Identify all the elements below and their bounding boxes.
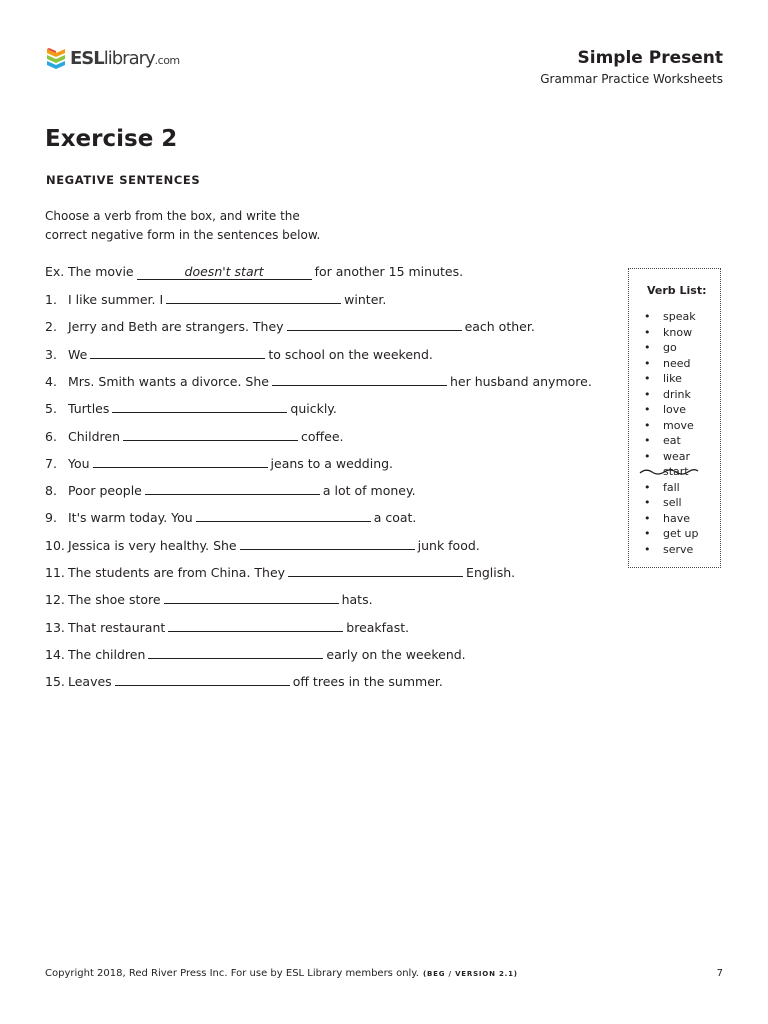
answer-blank[interactable] — [288, 564, 463, 577]
example-text-before: The movie — [68, 264, 134, 279]
verb-item — [644, 433, 699, 449]
sentence-text-after: quickly. — [290, 401, 337, 417]
sentence-text-after: hats. — [341, 592, 373, 608]
verb-item — [644, 340, 699, 356]
verb-text: need — [663, 356, 691, 370]
sentence-text-before: Turtles — [68, 401, 110, 417]
sentence-number: 14. — [45, 646, 65, 662]
sentence-text-after: off trees in the summer. — [292, 674, 443, 690]
verb-text: love — [663, 403, 687, 416]
sentence-number: 4. — [45, 373, 57, 389]
sentence-row — [45, 455, 393, 471]
instructions-line: correct negative form in the sentences below. — [45, 228, 321, 242]
verb-item — [644, 309, 699, 325]
sentence-number: 7. — [45, 455, 57, 471]
sentence-text-before: Poor people — [68, 483, 142, 499]
verb-item — [644, 449, 699, 465]
answer-blank[interactable] — [115, 673, 290, 686]
worksheet-subtitle: Grammar Practice Worksheets — [540, 72, 723, 86]
logo-word: library — [103, 47, 155, 69]
sentence-text-before: Leaves — [68, 674, 112, 690]
sentence-text-after: to school on the weekend. — [268, 346, 433, 362]
answer-blank[interactable] — [164, 591, 339, 604]
verb-text: go — [663, 341, 677, 354]
sentence-row — [45, 318, 535, 334]
verb-item — [644, 495, 699, 511]
instructions-line: Choose a verb from the box, and write the — [45, 209, 300, 223]
bullet: • — [644, 325, 651, 339]
verb-item — [644, 480, 699, 496]
bullet: • — [644, 341, 651, 354]
bullet: • — [644, 511, 651, 525]
verb-text: speak — [663, 310, 696, 323]
sentence-row — [45, 646, 466, 662]
answer-blank[interactable] — [93, 455, 268, 468]
sentence-number: 8. — [45, 483, 57, 499]
example-row — [45, 264, 463, 280]
exercise-title: Exercise 2 — [45, 126, 178, 152]
sentence-row — [45, 400, 337, 416]
sentence-row — [45, 564, 515, 580]
verb-list-title: Verb List: — [647, 284, 707, 297]
sentence-row — [45, 673, 443, 689]
bullet: • — [644, 403, 651, 416]
section-heading: NEGATIVE SENTENCES — [46, 173, 201, 187]
answer-blank[interactable] — [145, 482, 320, 495]
bullet: • — [644, 449, 651, 463]
worksheet-title: Simple Present — [577, 48, 723, 68]
verb-item — [644, 371, 699, 387]
sentence-row — [45, 482, 416, 498]
sentence-text-after: junk food. — [417, 537, 480, 553]
sentence-text-after: a lot of money. — [322, 483, 416, 499]
sentence-text-before: You — [68, 455, 90, 471]
sentence-text-after: early on the weekend. — [326, 646, 466, 662]
answer-blank[interactable] — [112, 400, 287, 413]
sentence-text-before: That restaurant — [68, 619, 166, 635]
sentence-number: 11. — [45, 565, 65, 580]
bullet: • — [644, 542, 651, 556]
sentence-text-before: I like summer. I — [68, 292, 164, 307]
sentence-number: 10. — [45, 537, 65, 553]
answer-blank[interactable] — [148, 646, 323, 659]
verb-list-box — [628, 268, 721, 568]
example-answer: doesn't start — [137, 264, 312, 280]
verb-text: have — [663, 511, 690, 525]
sentence-text-after: a coat. — [373, 510, 417, 526]
verb-item — [644, 542, 699, 558]
verb-text: serve — [663, 542, 694, 556]
sentence-row — [45, 373, 592, 389]
sentence-number: 15. — [45, 674, 65, 690]
sentence-text-before: Jerry and Beth are strangers. They — [68, 319, 284, 335]
bullet: • — [644, 387, 651, 401]
strike-scribble — [638, 467, 700, 477]
verb-text: like — [663, 372, 682, 385]
answer-blank[interactable] — [90, 346, 265, 359]
sentence-number: 13. — [45, 619, 65, 635]
sentence-number: 12. — [45, 592, 65, 608]
sentence-text-after: breakfast. — [346, 619, 410, 635]
sentence-text-before: We — [68, 346, 88, 362]
verb-item — [644, 325, 699, 341]
sentence-row — [45, 509, 416, 525]
footer-copyright — [45, 968, 518, 979]
esl-library-logo — [45, 46, 180, 70]
book-stack-icon — [45, 46, 67, 70]
sentence-row — [45, 428, 344, 444]
answer-blank[interactable] — [287, 318, 462, 331]
verb-text: fall — [663, 480, 680, 494]
logo-suffix: .com — [154, 53, 180, 67]
sentence-number: 6. — [45, 428, 57, 444]
verb-text: eat — [663, 434, 681, 447]
bullet: • — [644, 480, 651, 494]
sentence-text-before: The children — [68, 646, 146, 662]
verb-item — [644, 511, 699, 527]
verb-text: move — [663, 418, 694, 432]
sentence-text-before: Mrs. Smith wants a divorce. She — [68, 373, 269, 389]
logo-brand: ESL — [70, 47, 104, 69]
bullet: • — [644, 356, 651, 370]
sentence-text-before: The students are from China. They — [68, 565, 286, 580]
version-label: (BEG / VERSION 2.1) — [422, 970, 518, 978]
answer-blank[interactable] — [168, 619, 343, 632]
sentence-text-after: jeans to a wedding. — [270, 455, 394, 471]
verb-item — [644, 402, 699, 418]
verb-item — [644, 464, 699, 480]
sentence-text-before: Jessica is very healthy. She — [68, 537, 237, 553]
bullet: • — [644, 527, 651, 540]
sentence-row — [45, 537, 480, 553]
answer-blank[interactable] — [196, 509, 371, 522]
verb-item — [644, 356, 699, 372]
bullet: • — [644, 496, 651, 509]
verb-item — [644, 387, 699, 403]
sentence-text-after: winter. — [344, 292, 387, 307]
example-text-after: for another 15 minutes. — [314, 264, 464, 279]
sentence-number: 2. — [45, 319, 57, 335]
sentence-text-after: coffee. — [301, 428, 344, 444]
bullet: • — [644, 372, 651, 385]
sentence-row — [45, 619, 409, 635]
sentence-number: 1. — [45, 292, 57, 307]
bullet: • — [644, 434, 651, 447]
bullet: • — [644, 418, 651, 432]
verb-text: know — [663, 325, 693, 339]
copyright-text: Copyright 2018, Red River Press Inc. For use by ESL Library members only. — [45, 968, 419, 979]
sentence-text-after: each other. — [464, 319, 535, 335]
sentence-number: 9. — [45, 510, 57, 526]
answer-blank[interactable] — [123, 428, 298, 441]
verb-text: get up — [663, 527, 699, 540]
answer-blank[interactable] — [272, 373, 447, 386]
page-number: 7 — [716, 968, 723, 979]
sentence-text-before: It's warm today. You — [68, 510, 193, 526]
verb-text: drink — [663, 387, 691, 401]
sentence-text-after: her husband anymore. — [449, 373, 592, 389]
sentence-row — [45, 291, 386, 307]
answer-blank[interactable] — [240, 537, 415, 550]
sentence-number: 3. — [45, 346, 57, 362]
sentence-row — [45, 346, 433, 362]
answer-blank[interactable] — [166, 291, 341, 304]
sentence-row — [45, 591, 373, 607]
verb-text: start — [663, 465, 689, 478]
bullet: • — [644, 310, 651, 323]
sentence-text-after: English. — [466, 565, 516, 580]
verb-item — [644, 526, 699, 542]
sentence-text-before: The shoe store — [68, 592, 161, 608]
verb-item — [644, 418, 699, 434]
example-number: Ex. — [45, 264, 65, 279]
sentence-text-before: Children — [68, 428, 121, 444]
verb-list — [644, 309, 699, 557]
verb-text: wear — [663, 449, 691, 463]
instructions — [45, 207, 345, 245]
sentence-number: 5. — [45, 401, 57, 417]
verb-text: sell — [663, 496, 682, 509]
